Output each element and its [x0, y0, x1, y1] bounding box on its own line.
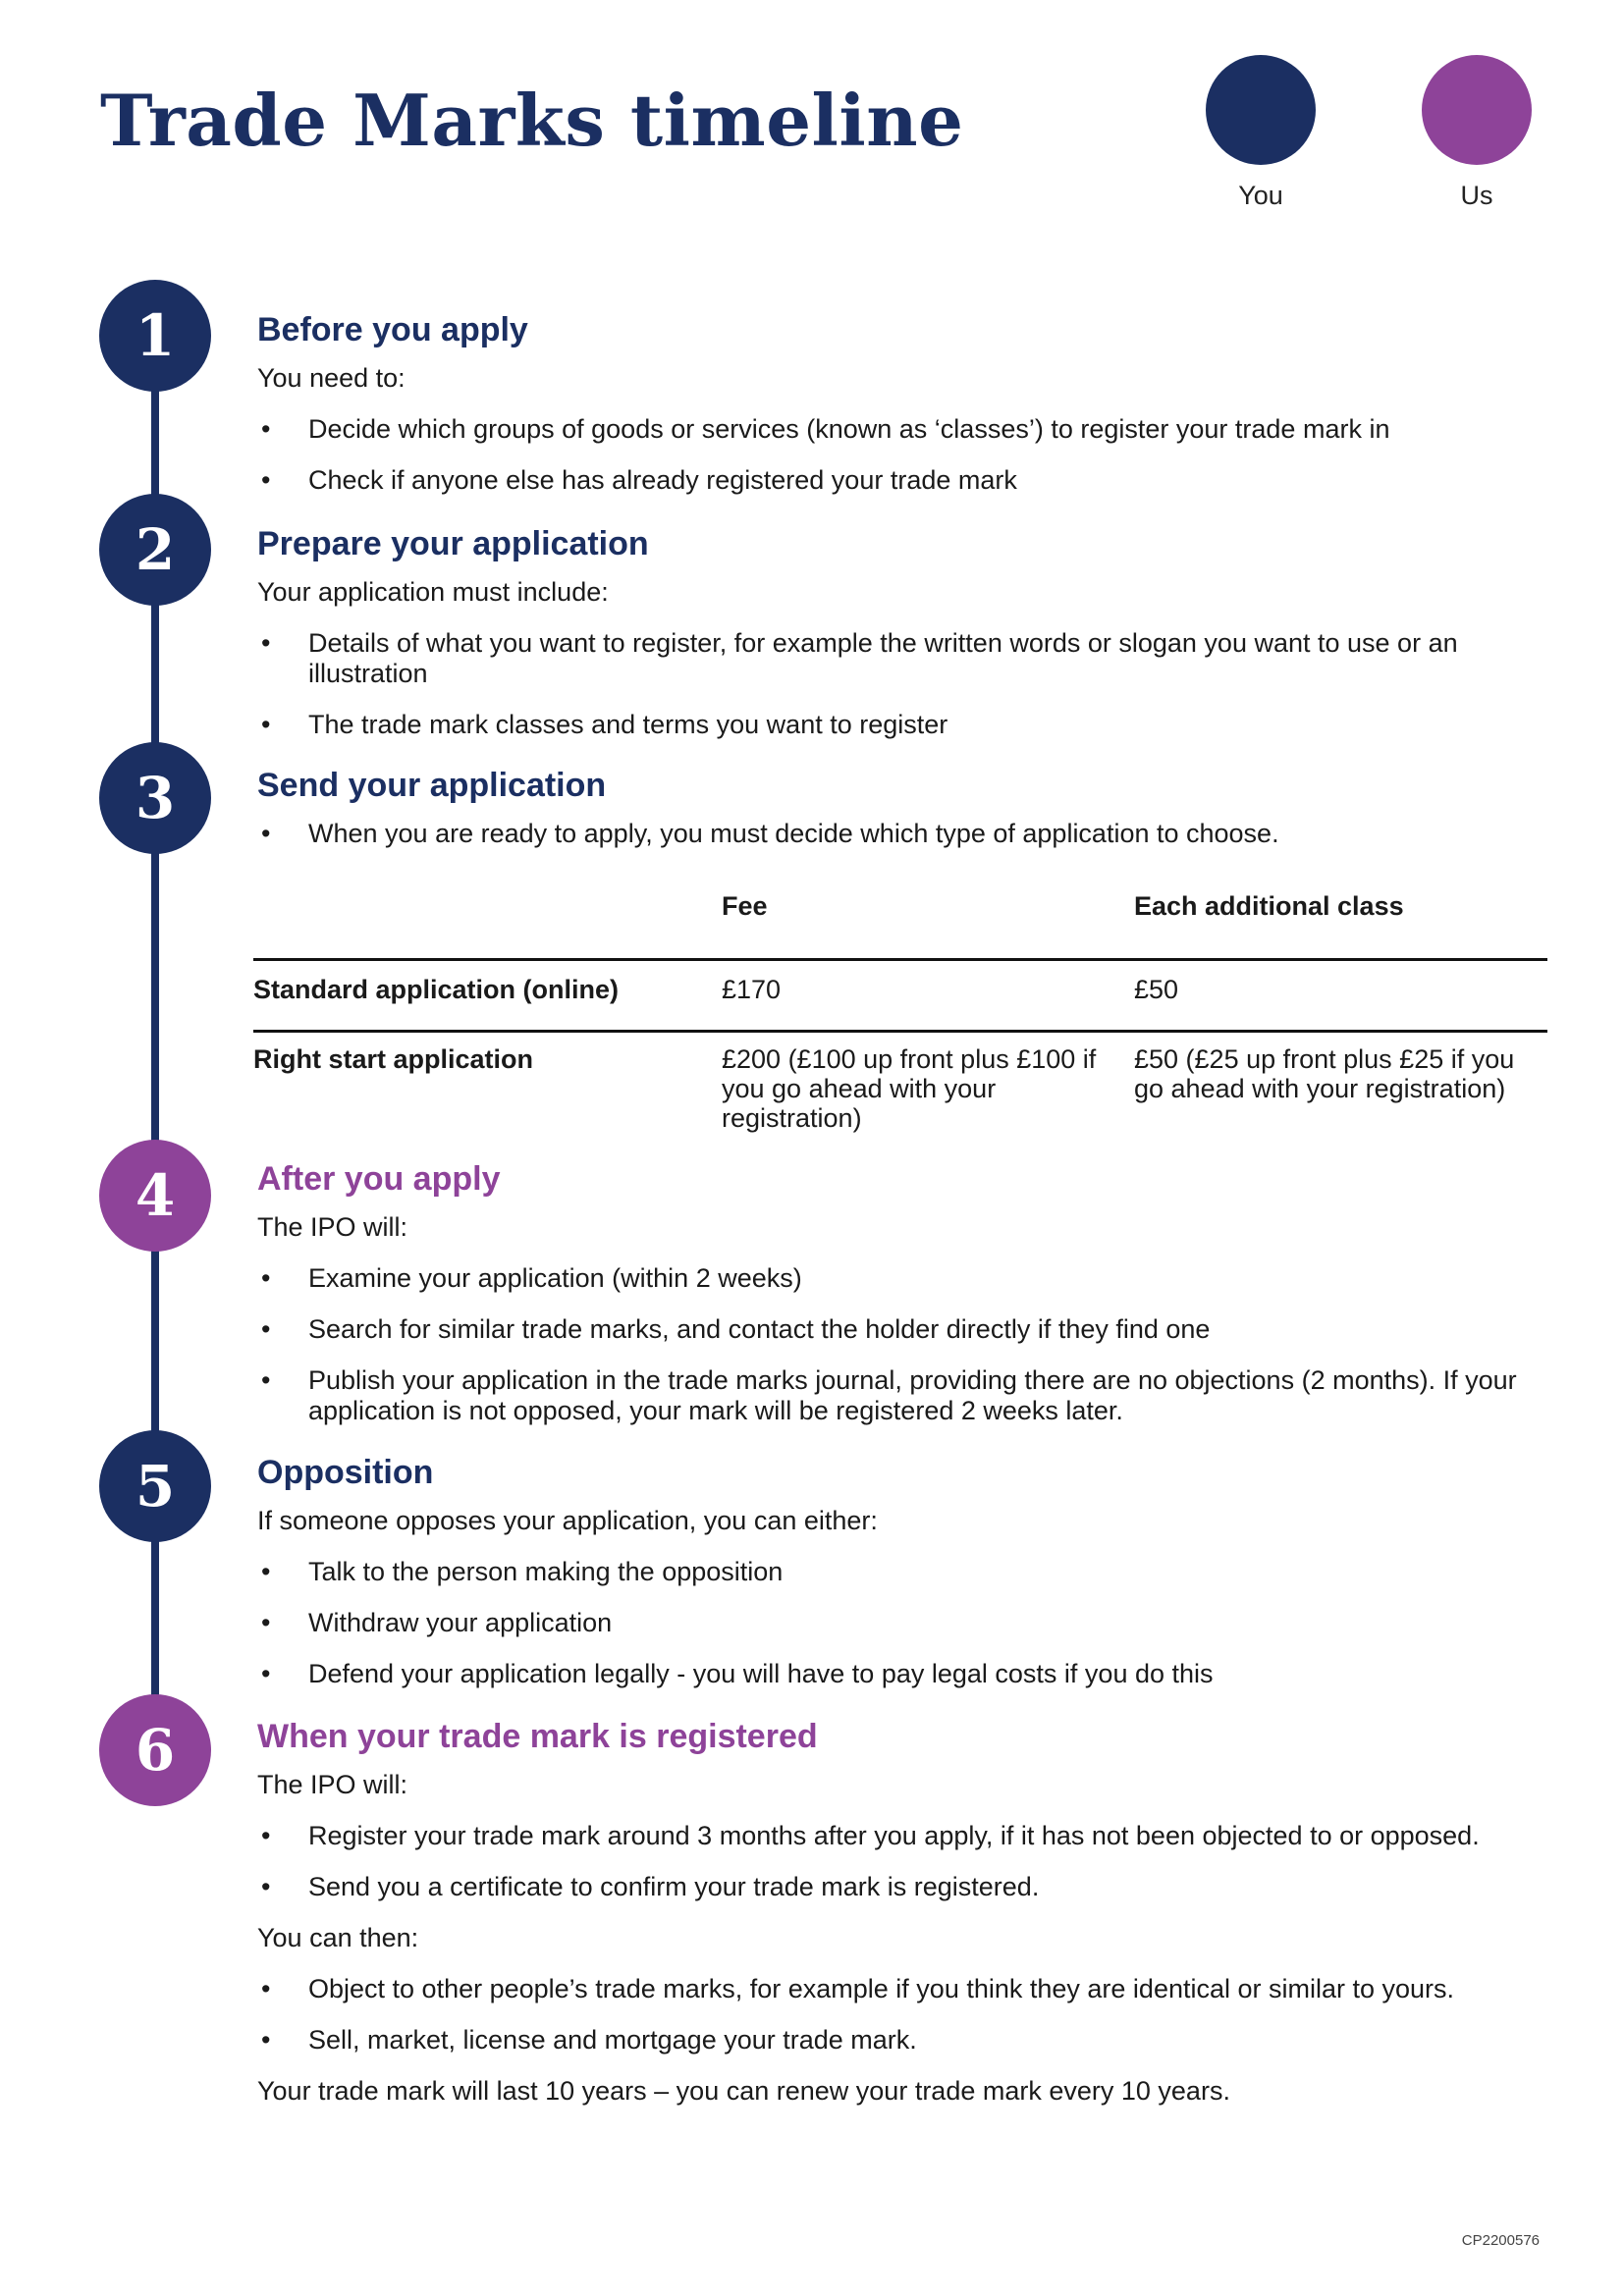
bullet-icon: •: [261, 819, 271, 848]
step-4-circle: 4: [99, 1140, 211, 1252]
step-1-intro: You need to:: [257, 363, 406, 393]
step-6-section: [257, 1717, 1553, 2127]
table-cell: £200 (£100 up front plus £100 if you go ahead with your registration): [722, 1044, 1097, 1133]
step-4-bullets: [257, 1263, 1553, 1426]
list-item-text: Register your trade mark around 3 months after you apply, if it has not been objected to or opposed.: [308, 1821, 1480, 1850]
list-item: [257, 1974, 1553, 2004]
list-item-text: Examine your application (within 2 weeks): [308, 1263, 802, 1293]
bullet-icon: •: [261, 710, 271, 739]
table-header-cell: Fee: [722, 891, 768, 921]
step-6-then-intro: You can then:: [257, 1923, 419, 1952]
list-item: [257, 1557, 1553, 1587]
list-item: [257, 465, 1553, 496]
list-item: [257, 628, 1553, 689]
legend-you: [1206, 55, 1316, 211]
table-header-cell: Each additional class: [1134, 891, 1404, 921]
list-item-text: Defend your application legally - you will have to pay legal costs if you do this: [308, 1659, 1214, 1688]
legend-us-label: Us: [1460, 181, 1493, 210]
list-item-text: Details of what you want to register, for example the written words or slogan you want to use or an illustration: [308, 628, 1458, 688]
list-item-text: Check if anyone else has already registered your trade mark: [308, 465, 1017, 495]
step-6-then-bullets: [257, 1974, 1553, 2056]
step-5-intro: If someone opposes your application, you can either:: [257, 1506, 878, 1535]
bullet-icon: •: [261, 465, 271, 495]
step-3-bullets: [257, 819, 1553, 849]
step-3-heading: Send your application: [257, 767, 607, 804]
list-item: [257, 1365, 1553, 1426]
step-4-section: [257, 1159, 1553, 1447]
bullet-icon: •: [261, 1263, 271, 1293]
step-2-intro: Your application must include:: [257, 577, 609, 607]
step-6-heading: When your trade mark is registered: [257, 1718, 818, 1755]
step-3-circle: 3: [99, 742, 211, 854]
step-6-intro: The IPO will:: [257, 1770, 408, 1799]
step-1-section: [257, 310, 1553, 516]
bullet-icon: •: [261, 628, 271, 658]
bullet-icon: •: [261, 1659, 271, 1688]
table-header-row: [253, 891, 1547, 958]
bullet-icon: •: [261, 1608, 271, 1637]
list-item: [257, 1821, 1553, 1851]
list-item-text: Sell, market, license and mortgage your trade mark.: [308, 2025, 917, 2055]
bullet-icon: •: [261, 1365, 271, 1395]
table-cell: £170: [722, 975, 782, 1004]
step-2-section: [257, 524, 1553, 761]
table-cell: £50: [1134, 975, 1179, 1004]
list-item: [257, 1659, 1553, 1689]
legend-you-dot: [1206, 55, 1316, 165]
bullet-icon: •: [261, 1557, 271, 1586]
bullet-icon: •: [261, 414, 271, 444]
list-item: [257, 414, 1553, 445]
list-item: [257, 2025, 1553, 2056]
list-item-text: Decide which groups of goods or services (known as ‘classes’) to register your trade mark in: [308, 414, 1390, 444]
fee-table: [253, 891, 1547, 1133]
list-item: [257, 1314, 1553, 1345]
list-item-text: Publish your application in the trade marks journal, providing there are no objections (2 months). If your application is not opposed, your mark will be registered 2 weeks later.: [308, 1365, 1517, 1425]
step-2-circle: 2: [99, 494, 211, 606]
step-2-bullets: [257, 628, 1553, 740]
bullet-icon: •: [261, 1974, 271, 2003]
step-1-circle: 1: [99, 280, 211, 392]
list-item-text: When you are ready to apply, you must decide which type of application to choose.: [308, 819, 1279, 848]
step-6-bullets: [257, 1821, 1553, 1902]
table-cell: Right start application: [253, 1044, 534, 1074]
list-item: [257, 1872, 1553, 1902]
table-cell: Standard application (online): [253, 975, 620, 1004]
table-header-cell: [253, 891, 722, 958]
table-row: [253, 1033, 1547, 1133]
bullet-icon: •: [261, 1872, 271, 1901]
list-item-text: The trade mark classes and terms you want to register: [308, 710, 948, 739]
step-3-section: [257, 766, 1553, 870]
step-6-circle: 6: [99, 1694, 211, 1806]
step-1-heading: Before you apply: [257, 311, 528, 348]
legend-you-label: You: [1238, 181, 1283, 210]
step-5-heading: Opposition: [257, 1454, 434, 1491]
list-item: [257, 1608, 1553, 1638]
list-item: [257, 710, 1553, 740]
step-5-bullets: [257, 1557, 1553, 1689]
list-item: [257, 1263, 1553, 1294]
step-4-intro: The IPO will:: [257, 1212, 408, 1242]
list-item-text: Send you a certificate to confirm your trade mark is registered.: [308, 1872, 1040, 1901]
step-2-heading: Prepare your application: [257, 525, 649, 562]
table-cell: £50 (£25 up front plus £25 if you go ahead with your registration): [1134, 1044, 1515, 1103]
step-1-bullets: [257, 414, 1553, 496]
bullet-icon: •: [261, 1821, 271, 1850]
list-item-text: Talk to the person making the opposition: [308, 1557, 784, 1586]
step-5-section: [257, 1453, 1553, 1710]
table-row: [253, 961, 1547, 1030]
bullet-icon: •: [261, 2025, 271, 2055]
legend-us: [1422, 55, 1532, 211]
document-code: CP2200576: [1461, 2232, 1540, 2249]
list-item-text: Withdraw your application: [308, 1608, 613, 1637]
list-item-text: Search for similar trade marks, and contact the holder directly if they find one: [308, 1314, 1211, 1344]
step-4-heading: After you apply: [257, 1160, 501, 1198]
list-item: [257, 819, 1553, 849]
step-5-circle: 5: [99, 1430, 211, 1542]
legend-us-dot: [1422, 55, 1532, 165]
bullet-icon: •: [261, 1314, 271, 1344]
step-6-closing: Your trade mark will last 10 years – you can renew your trade mark every 10 years.: [257, 2076, 1230, 2106]
list-item-text: Object to other people’s trade marks, for example if you think they are identical or similar to yours.: [308, 1974, 1455, 2003]
page-title: Trade Marks timeline: [100, 79, 964, 162]
